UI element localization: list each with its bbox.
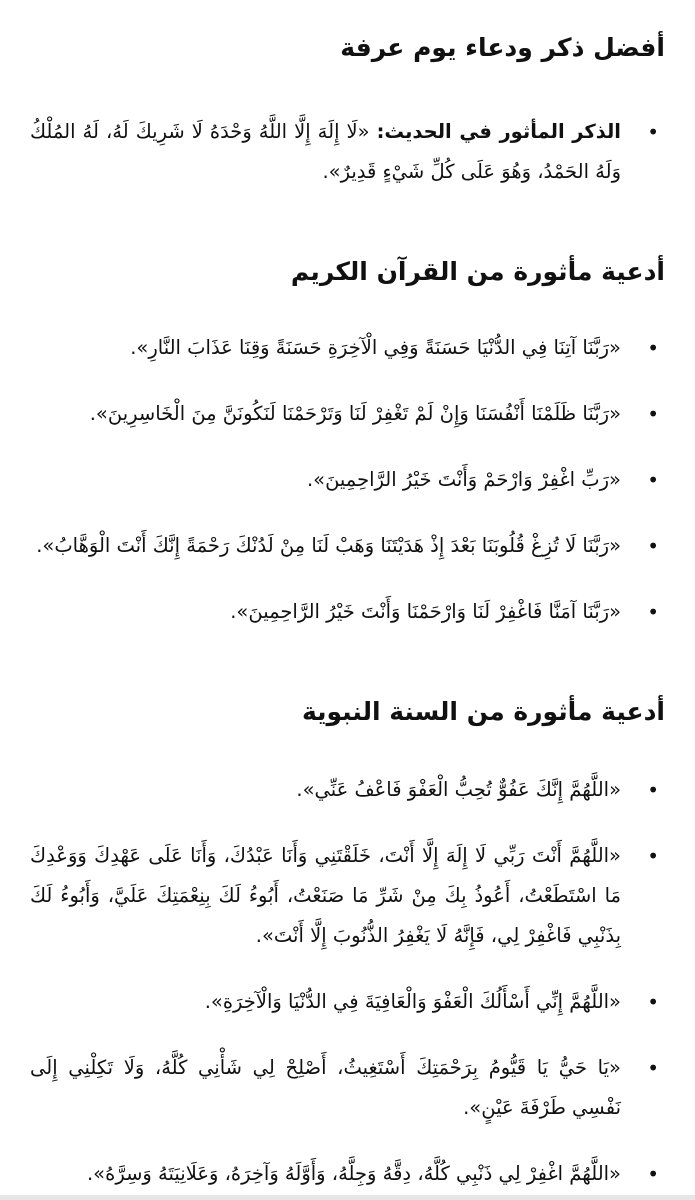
list-item [30,770,665,810]
section-heading-quran: أدعية مأثورة من القرآن الكريم [290,257,665,286]
list-item [30,1048,665,1128]
dua-text: «رَبَّنَا آتِنَا فِي الدُّنْيَا حَسَنَةً وَفِي الْآخِرَةِ حَسَنَةً وَقِنَا عَذَابَ النَّارِ». [130,336,621,359]
page-bottom-edge [0,1195,695,1200]
list-item [30,836,665,956]
dua-text: «اللَّهُمَّ إِنِّي أَسْأَلُكَ الْعَفْوَ وَالْعَافِيَةَ فِي الدُّنْيَا وَالْآخِرَةِ». [204,990,621,1013]
list-item [30,112,665,192]
dua-text: «رَبِّ اغْفِرْ وَارْحَمْ وَأَنْتَ خَيْرُ الرَّاحِمِينَ». [306,468,621,491]
list-item [30,394,665,434]
bullet-icon: • [647,534,659,558]
section-heading-sunnah: أدعية مأثورة من السنة النبوية [301,697,665,726]
dua-text: «اللَّهُمَّ أَنْتَ رَبِّي لَا إِلَهَ إِلَّا أَنْتَ، خَلَقْتَنِي وَأَنَا عَبْدُكَ، وَأَنَا عَلَى عَهْدِكَ وَوَعْدِكَ مَا اسْتَطَعْتُ، أَعُوذُ بِكَ مِنْ شَرِّ مَا صَنَعْتُ، أَبُوءُ لَكَ بِنِعْمَتِكَ عَلَيَّ، وَأَبُوءُ لَكَ بِذَنْبِي فَاغْفِرْ لِي، فَإِنَّهُ لَا يَغْفِرُ الذُّنُوبَ إِلَّا أَنْتَ». [30,844,621,947]
dua-text: «اللَّهُمَّ إِنَّكَ عَفُوٌّ تُحِبُّ الْعَفْوَ فَاعْفُ عَنِّي». [296,778,621,801]
arafah-dhikr-list [30,112,665,192]
list-item [30,460,665,500]
section-heading-arafah: أفضل ذكر ودعاء يوم عرفة [340,33,665,62]
dhikr-label: الذكر المأثور في الحديث: [376,120,621,143]
list-item [30,592,665,632]
bullet-icon: • [647,844,659,868]
bullet-icon: • [647,468,659,492]
bullet-icon: • [647,1056,659,1080]
bullet-icon: • [647,778,659,802]
sunnah-duas-list [30,770,665,1194]
bullet-icon: • [647,990,659,1014]
dua-text: «يَا حَيُّ يَا قَيُّومُ بِرَحْمَتِكَ أَسْتَغِيثُ، أَصْلِحْ لِي شَأْنِي كُلَّهُ، وَلَا تَكِلْنِي إِلَى نَفْسِي طَرْفَةَ عَيْنٍ». [30,1056,621,1119]
list-item [30,982,665,1022]
bullet-icon: • [647,120,659,144]
list-item [30,1154,665,1194]
dua-text: «اللَّهُمَّ اغْفِرْ لِي ذَنْبِي كُلَّهُ، دِقَّهُ وَجِلَّهُ، وَأَوَّلَهُ وَآخِرَهُ، وَعَلَانِيَتَهُ وَسِرَّهُ». [86,1162,621,1185]
quran-duas-list [30,328,665,632]
list-item [30,328,665,368]
dua-text: «رَبَّنَا ظَلَمْنَا أَنْفُسَنَا وَإِنْ لَمْ تَغْفِرْ لَنَا وَتَرْحَمْنَا لَنَكُونَنَّ مِنَ الْخَاسِرِينَ». [89,402,621,425]
dua-text: «رَبَّنَا لَا تُزِغْ قُلُوبَنَا بَعْدَ إِذْ هَدَيْتَنَا وَهَبْ لَنَا مِنْ لَدُنْكَ رَحْمَةً إِنَّكَ أَنْتَ الْوَهَّابُ». [36,534,621,557]
bullet-icon: • [647,336,659,360]
bullet-icon: • [647,1162,659,1186]
bullet-icon: • [647,600,659,624]
bullet-icon: • [647,402,659,426]
list-item [30,526,665,566]
dua-text: «رَبَّنَا آمَنَّا فَاغْفِرْ لَنَا وَارْحَمْنَا وَأَنْتَ خَيْرُ الرَّاحِمِينَ». [230,600,621,623]
dhikr-text: «لَا إِلَهَ إِلَّا اللَّهُ وَحْدَهُ لَا شَرِيكَ لَهُ، لَهُ المُلْكُ وَلَهُ الحَمْدُ، وَهُوَ عَلَى كُلِّ شَيْءٍ قَدِيرٌ». [30,120,621,183]
